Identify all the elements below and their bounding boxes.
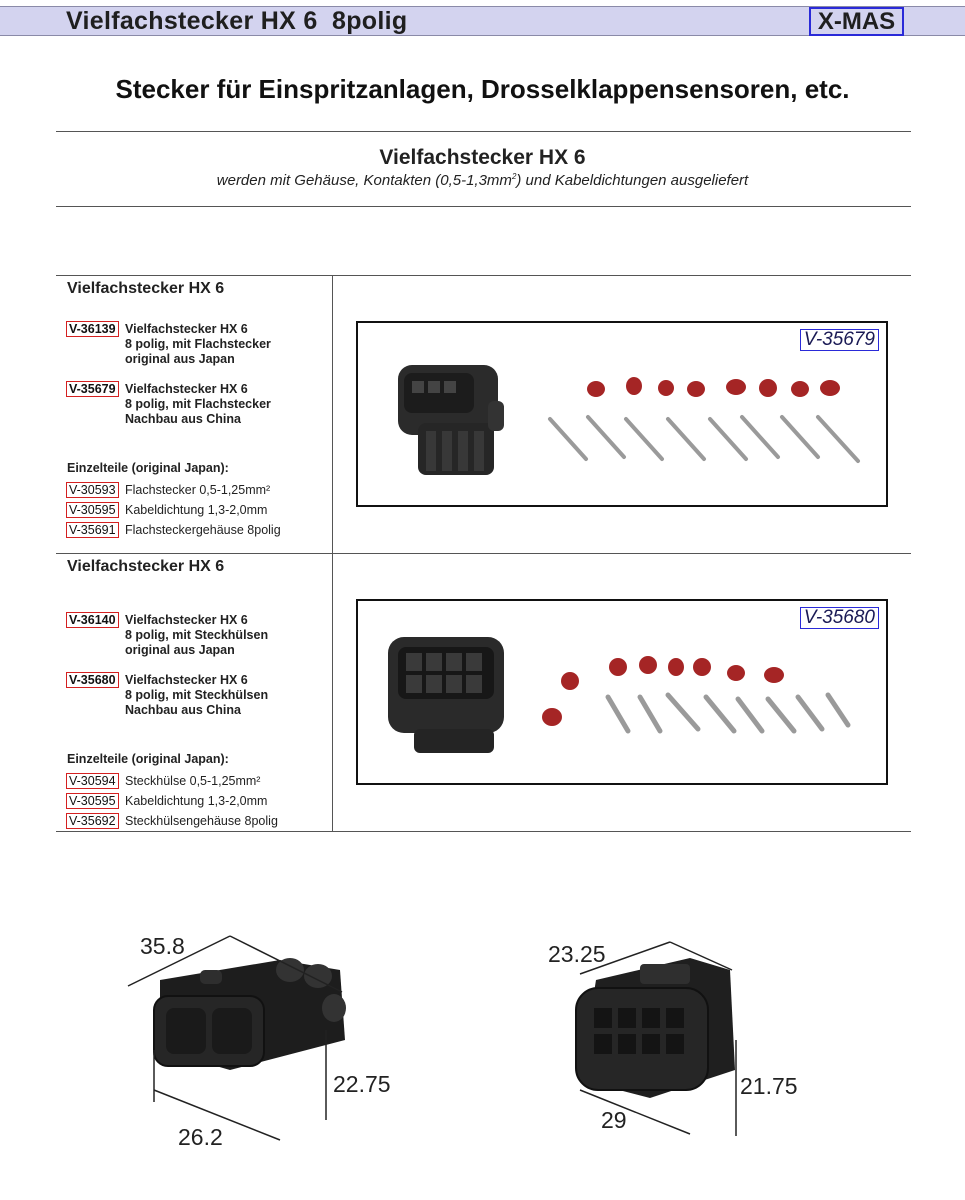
connector-housing-icon: [398, 365, 504, 475]
section-title: Vielfachstecker HX 6: [67, 558, 225, 575]
photo-label[interactable]: V-35679: [800, 329, 879, 351]
cable-seals-icon: [587, 377, 840, 397]
headline: Stecker für Einspritzanlagen, Drosselklappensensoren, etc.: [115, 74, 850, 104]
dimension-label: 21.75: [740, 1073, 798, 1099]
part-code[interactable]: V-30594: [66, 773, 119, 789]
section-title: Vielfachstecker HX 6: [67, 280, 225, 297]
product-code[interactable]: V-36140: [66, 612, 119, 628]
part-item: [66, 482, 271, 498]
part-item: [66, 813, 278, 829]
product-item: [66, 381, 271, 426]
part-item: [66, 793, 268, 809]
part-code[interactable]: V-35692: [66, 813, 119, 829]
product-code[interactable]: V-35680: [66, 672, 119, 688]
part-code[interactable]: V-30595: [66, 502, 119, 518]
parts-heading: Einzelteile (original Japan):: [67, 461, 229, 475]
dimension-label: 29: [601, 1107, 627, 1133]
product-code[interactable]: V-36139: [66, 321, 119, 337]
product-photo: [356, 321, 888, 507]
photo-label[interactable]: V-35680: [800, 607, 879, 629]
product-item: [66, 612, 269, 657]
product-description: Vielfachstecker HX 6 8 polig, mit Flachstecker original aus Japan: [125, 322, 271, 366]
dimension-label: 26.2: [178, 1124, 223, 1150]
part-code[interactable]: V-30595: [66, 793, 119, 809]
divider: [56, 206, 911, 207]
part-text: Flachstecker 0,5-1,25mm²: [125, 483, 271, 497]
part-text: Flachsteckergehäuse 8polig: [125, 523, 281, 537]
product-photo: [356, 599, 888, 785]
socket-terminals-icon: [608, 695, 848, 731]
flat-terminals-icon: [550, 417, 858, 461]
product-item: [66, 321, 271, 366]
part-code[interactable]: V-35691: [66, 522, 119, 538]
product-description: Vielfachstecker HX 6 8 polig, mit Steckhülsen Nachbau aus China: [125, 673, 269, 717]
part-code[interactable]: V-30593: [66, 482, 119, 498]
table-row-border: [56, 553, 911, 554]
dimension-label: 23.25: [548, 941, 606, 967]
product-description: Vielfachstecker HX 6 8 polig, mit Steckhülsen original aus Japan: [125, 613, 269, 657]
product-description: Vielfachstecker HX 6 8 polig, mit Flachstecker Nachbau aus China: [125, 382, 271, 426]
product-item: [66, 672, 269, 717]
table-bottom-border: [56, 831, 911, 832]
intro-title: Vielfachstecker HX 6: [379, 146, 586, 169]
table-top-border: [56, 275, 911, 276]
product-code[interactable]: V-35679: [66, 381, 119, 397]
intro-text: werden mit Gehäuse, Kontakten $(0,5-1,3mm^2)$ und Kabeldichtungen ausgeliefert: [216, 172, 749, 189]
parts-heading: Einzelteile (original Japan):: [67, 752, 229, 766]
part-item: [66, 773, 261, 789]
part-text: Steckhülsengehäuse 8polig: [125, 814, 278, 828]
plug-connector-icon: [154, 958, 346, 1070]
divider: [56, 131, 911, 132]
header-bar: [0, 6, 965, 36]
plug-drawing: [120, 930, 420, 1160]
part-item: [66, 502, 268, 518]
part-item: [66, 522, 281, 538]
dimension-label: 22.75: [333, 1071, 391, 1097]
table-column-divider: [332, 275, 333, 831]
brand-badge[interactable]: X-MAS: [809, 7, 904, 36]
page-title: Vielfachstecker HX 6 8polig: [66, 7, 408, 35]
socket-connector-icon: [576, 958, 735, 1098]
part-text: Kabeldichtung 1,3-2,0mm: [125, 794, 268, 808]
part-text: Steckhülse 0,5-1,25mm²: [125, 774, 261, 788]
connector-housing-icon: [388, 637, 504, 753]
part-text: Kabeldichtung 1,3-2,0mm: [125, 503, 268, 517]
dimension-label: 35.8: [140, 933, 185, 959]
